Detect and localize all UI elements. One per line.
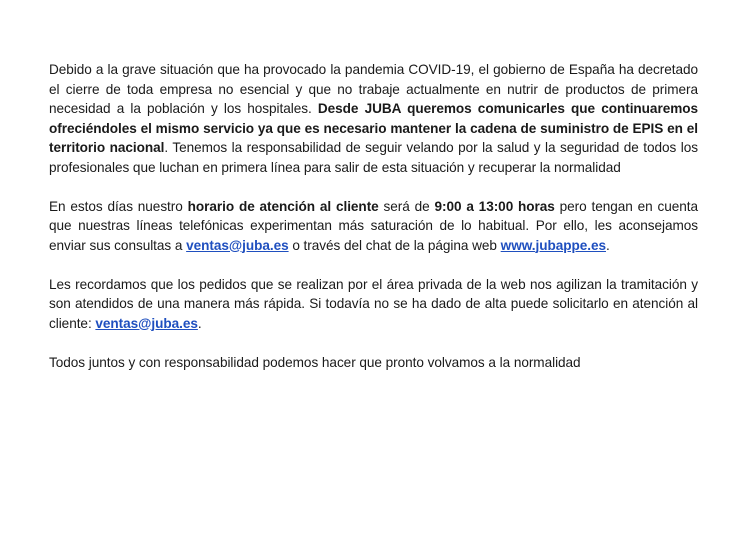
paragraph-text: En estos días nuestro (49, 198, 188, 214)
notice-document (49, 60, 698, 392)
website-link[interactable]: www.jubappe.es (500, 237, 606, 253)
paragraph-covid-situation (49, 60, 698, 177)
email-link[interactable]: ventas@juba.es (186, 237, 289, 253)
paragraph-text: Todos juntos y con responsabilidad podemos hacer que pronto volvamos a la normalidad (49, 354, 581, 370)
paragraph-text: . Tenemos la responsabilidad de seguir velando por la salud y la seguridad de todos los profesionales que luchan en primera línea para salir de esta situación y recuperar la normalidad (49, 140, 698, 175)
customer-service-label: horario de atención al cliente (187, 198, 379, 214)
paragraph-text: . (197, 315, 202, 331)
paragraph-text: . (605, 237, 610, 253)
paragraph-schedule (49, 197, 698, 256)
email-link[interactable]: ventas@juba.es (95, 315, 198, 331)
paragraph-text: Les recordamos que los pedidos que se realizan por el área privada de la web nos agilizan la tramitación y son atendidos de una manera más rápida. Si todavía no se ha dado de alta puede solicitarlo en atención al cliente: (49, 276, 698, 331)
paragraph-text: será de (378, 198, 435, 214)
paragraph-orders (49, 275, 698, 334)
bold-statement: Desde JUBA queremos comunicarles que continuaremos ofreciéndoles el mismo servicio ya que es necesario mantener la cadena de suministro de EPIS en el territorio nacional (49, 101, 698, 155)
paragraph-text: pero tengan en cuenta que nuestras líneas telefónicas experimentan más saturación de lo habitual. Por ello, les aconsejamos enviar sus consultas a (49, 198, 698, 253)
paragraph-text: o través del chat de la página web (288, 237, 501, 253)
office-hours: 9:00 a 13:00 horas (434, 198, 555, 214)
paragraph-closing (49, 353, 698, 373)
paragraph-text: Debido a la grave situación que ha provocado la pandemia COVID-19, el gobierno de España ha decretado el cierre de toda empresa no esencial y que no trabaje actualmente en nutrir de productos de primera necesidad a la población y los hospitales. (49, 62, 698, 116)
